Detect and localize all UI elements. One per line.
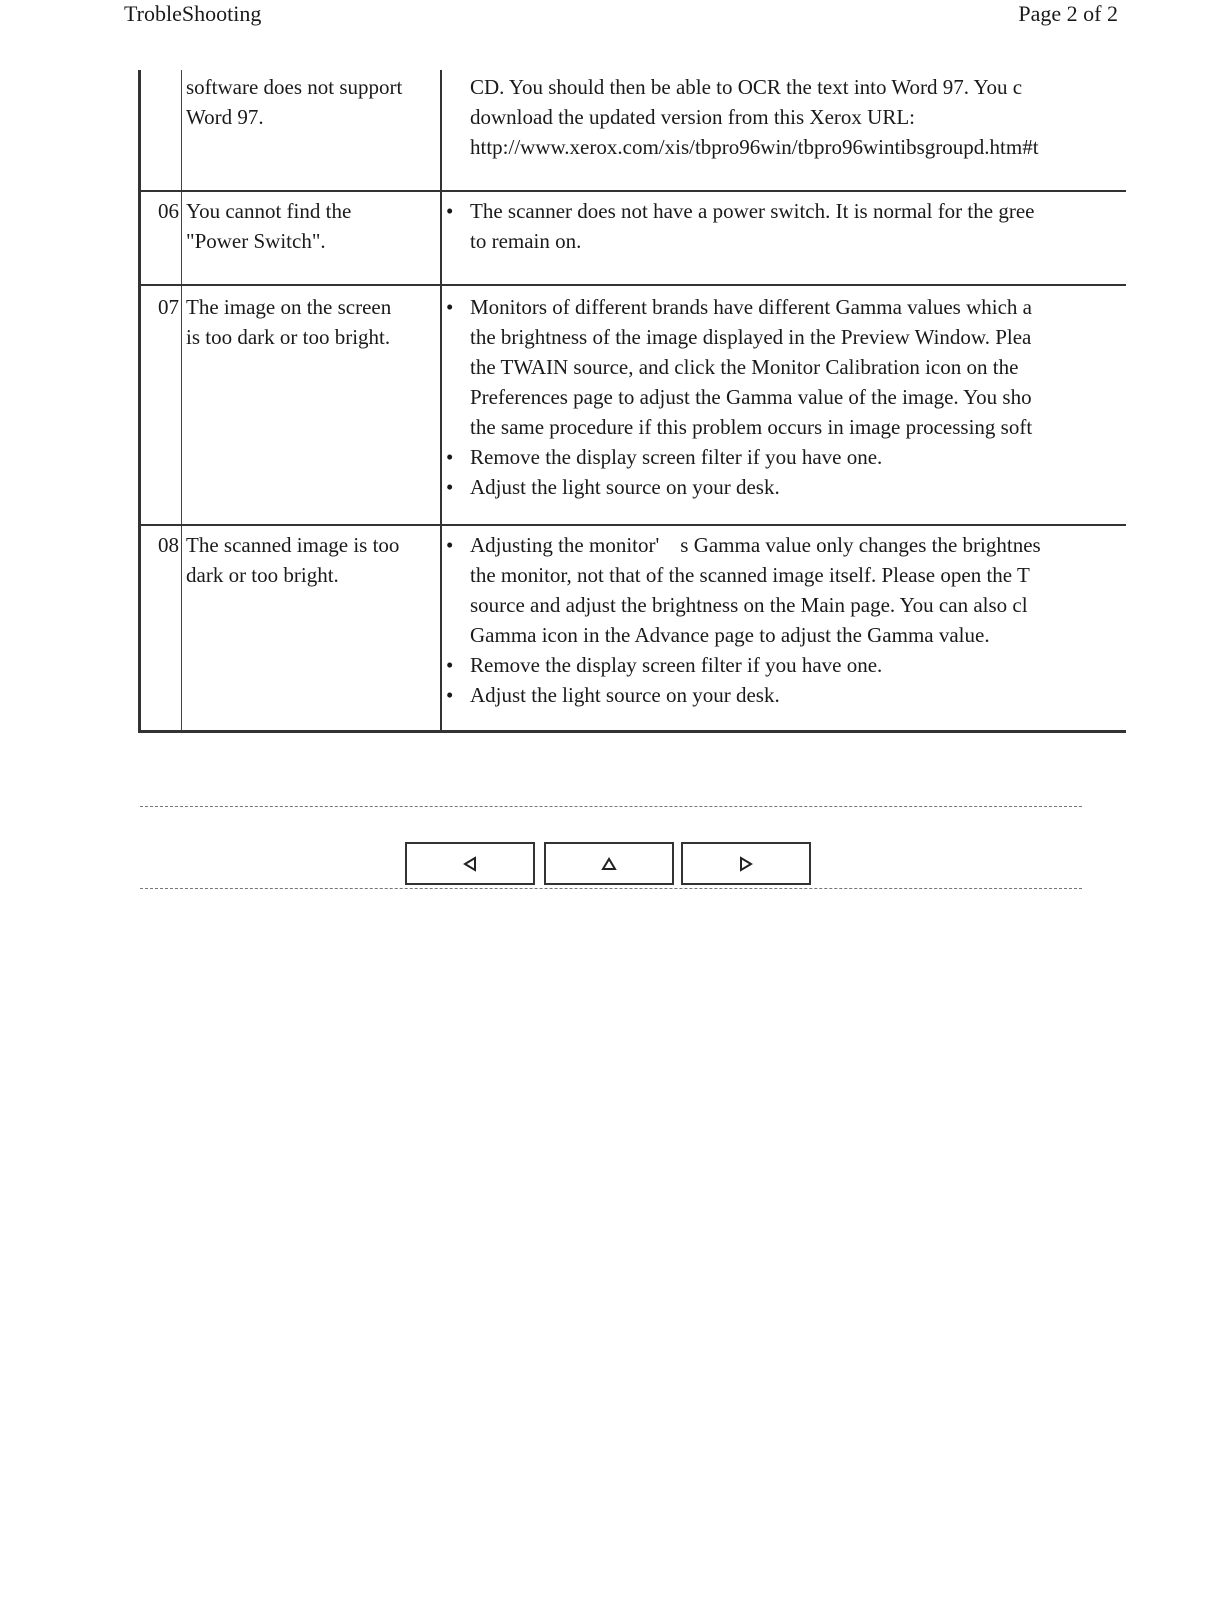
solution-bullet — [446, 650, 1126, 680]
solution-line: Adjust the light source on your desk. — [470, 475, 780, 499]
bullet-dot-icon: • — [446, 653, 454, 677]
solution-line: the brightness of the image displayed in the Preview Window. Plea — [470, 325, 1032, 349]
solution-line: Remove the display screen filter if you have one. — [470, 445, 883, 469]
problem-line: "Power Switch". — [186, 229, 326, 253]
solution-bullet — [446, 196, 1126, 256]
troubleshooting-table — [138, 70, 1126, 733]
row-number: 07 — [140, 285, 182, 525]
row-number: 08 — [140, 525, 182, 732]
page-title: TrobleShooting — [124, 1, 262, 26]
solution-line: the monitor, not that of the scanned image itself. Please open the T — [470, 563, 1030, 587]
solution-line: Adjusting the monitor' s Gamma value only changes the brightnes — [470, 533, 1041, 557]
solution-line: CD. You should then be able to OCR the text into Word 97. You c — [470, 75, 1023, 99]
bullet-dot-icon: • — [446, 199, 454, 223]
problem-line: is too dark or too bright. — [186, 325, 391, 349]
solution-line: to remain on. — [470, 229, 582, 253]
solution-line: Monitors of different brands have different Gamma values which a — [470, 295, 1032, 319]
solution-line: The scanner does not have a power switch. It is normal for the gree — [470, 199, 1035, 223]
solution-line: Preferences page to adjust the Gamma value of the image. You sho — [470, 385, 1032, 409]
next-page-button[interactable] — [681, 842, 811, 885]
table-row — [140, 191, 1127, 285]
solution-bullet — [446, 530, 1126, 650]
problem-cell — [182, 285, 442, 525]
problem-line: dark or too bright. — [186, 563, 339, 587]
bullet-dot-icon: • — [446, 295, 454, 319]
row-number — [140, 70, 182, 191]
problem-line: Word 97. — [186, 105, 264, 129]
divider — [140, 806, 1082, 807]
solution-line: download the updated version from this Xerox URL: — [470, 105, 915, 129]
table-row — [140, 70, 1127, 191]
bullet-dot-icon: • — [446, 445, 454, 469]
triangle-left-icon — [462, 856, 478, 872]
solution-line: the TWAIN source, and click the Monitor Calibration icon on the — [470, 355, 1019, 379]
triangle-up-icon — [601, 856, 617, 872]
table-row — [140, 285, 1127, 525]
table-row — [140, 525, 1127, 732]
previous-page-button[interactable] — [405, 842, 535, 885]
bullet-dot-icon: • — [446, 475, 454, 499]
problem-line: The scanned image is too — [186, 533, 400, 557]
solution-cell — [441, 285, 1126, 525]
problem-line: software does not support — [186, 75, 403, 99]
problem-cell — [182, 70, 442, 191]
solution-line: source and adjust the brightness on the Main page. You can also cl — [470, 593, 1028, 617]
solution-link[interactable]: http://www.xerox.com/xis/tbpro96win/tbpro96wintibsgroupd.htm#t — [470, 135, 1039, 159]
solution-line: the same procedure if this problem occurs in image processing soft — [470, 415, 1033, 439]
solution-cell — [441, 70, 1126, 191]
solution-line: Remove the display screen filter if you have one. — [470, 653, 883, 677]
solution-bullet — [446, 292, 1126, 442]
divider — [140, 888, 1082, 889]
problem-cell — [182, 525, 442, 732]
solution-line: Gamma icon in the Advance page to adjust the Gamma value. — [470, 623, 990, 647]
solution-line: Adjust the light source on your desk. — [470, 683, 780, 707]
row-number: 06 — [140, 191, 182, 285]
solution-bullet — [446, 680, 1126, 710]
bullet-dot-icon: • — [446, 683, 454, 707]
triangle-right-icon — [738, 856, 754, 872]
problem-line: The image on the screen — [186, 295, 392, 319]
solution-bullet — [446, 472, 1126, 502]
problem-line: You cannot find the — [186, 199, 352, 223]
page-number: Page 2 of 2 — [1018, 1, 1118, 26]
bullet-dot-icon: • — [446, 533, 454, 557]
solution-bullet — [446, 442, 1126, 472]
up-page-button[interactable] — [544, 842, 674, 885]
solution-cell — [441, 191, 1126, 285]
problem-cell — [182, 191, 442, 285]
solution-cell — [441, 525, 1126, 732]
